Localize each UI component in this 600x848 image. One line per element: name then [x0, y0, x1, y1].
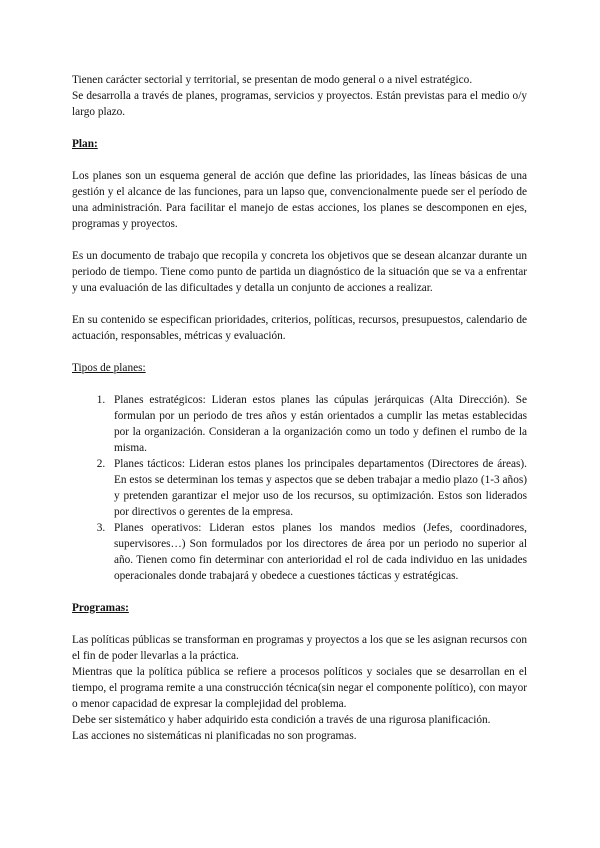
plan-types-heading: Tipos de planes: — [72, 362, 146, 374]
document-page — [72, 72, 527, 744]
plan-paragraph-3: En su contenido se especifican prioridades, criterios, políticas, recursos, presupuestos, calendario de actuación, responsables, métricas y evaluación. — [72, 314, 527, 342]
plan-paragraph-1: Los planes son un esquema general de acción que define las prioridades, las líneas básicas de una gestión y el alcance de las funciones, para un lapso que, convencionalmente puede ser el período de una administración. Para facilitar el manejo de estas acciones, los planes se descomponen en ejes, programas y proyectos. — [72, 170, 527, 230]
programas-heading: Programas: — [72, 602, 129, 614]
programas-paragraph-2: Mientras que la política pública se refiere a procesos políticos y sociales que se desarrollan en el tiempo, el programa remite a una construcción técnica(sin negar el componente político), con mayor o menor capacidad de expresar la complejidad del problema. — [72, 666, 527, 710]
plan-type-tactical: 2. Planes tácticos: Lideran estos planes los principales departamentos (Directores de áreas). En estos se determinan los temas y aspectos que se deben trabajar a medio plazo (1-3 años) y pretenden garantizar el mejor uso de los recursos, su optimización. Estos son liderados por directivos o gerentes de la empresa. — [108, 456, 527, 520]
plan-type-operational: 3. Planes operativos: Lideran estos planes los mandos medios (Jefes, coordinadores, supervisores…) Son formulados por los directores de área por un periodo no superior al año. Tienen como fin determinar con anterioridad el rol de cada individuo en las unidades operacionales donde trabajará y obedece a cuestiones tácticas y estratégicas. — [108, 520, 527, 584]
intro-line-2: Se desarrolla a través de planes, programas, servicios y proyectos. Están previstas para el medio o/y largo plazo. — [72, 90, 527, 118]
programas-paragraph-3: Debe ser sistemático y haber adquirido esta condición a través de una rigurosa planificación. — [72, 714, 491, 726]
plan-type-strategic: 1. Planes estratégicos: Lideran estos planes las cúpulas jerárquicas (Alta Dirección). Se formulan por un periodo de tres años y están orientados a cumplir las metas establecidas por la organización. Consideran a la organización como un todo y definen el rumbo de la misma. — [108, 392, 527, 456]
plan-types-list — [72, 392, 527, 584]
intro-line-1: Tienen carácter sectorial y territorial, se presentan de modo general o a nivel estratégico. — [72, 74, 473, 86]
plan-paragraph-2: Es un documento de trabajo que recopila y concreta los objetivos que se desean alcanzar durante un periodo de tiempo. Tiene como punto de partida un diagnóstico de la situación que se va a enfrentar y una evaluación de las dificultades y detalla un conjunto de acciones a realizar. — [72, 250, 527, 294]
programas-paragraph-4: Las acciones no sistemáticas ni planificadas no son programas. — [72, 730, 357, 742]
plan-heading: Plan: — [72, 138, 98, 150]
programas-paragraph-1: Las políticas públicas se transforman en programas y proyectos a los que se les asignan recursos con el fin de poder llevarlas a la práctica. — [72, 634, 527, 662]
